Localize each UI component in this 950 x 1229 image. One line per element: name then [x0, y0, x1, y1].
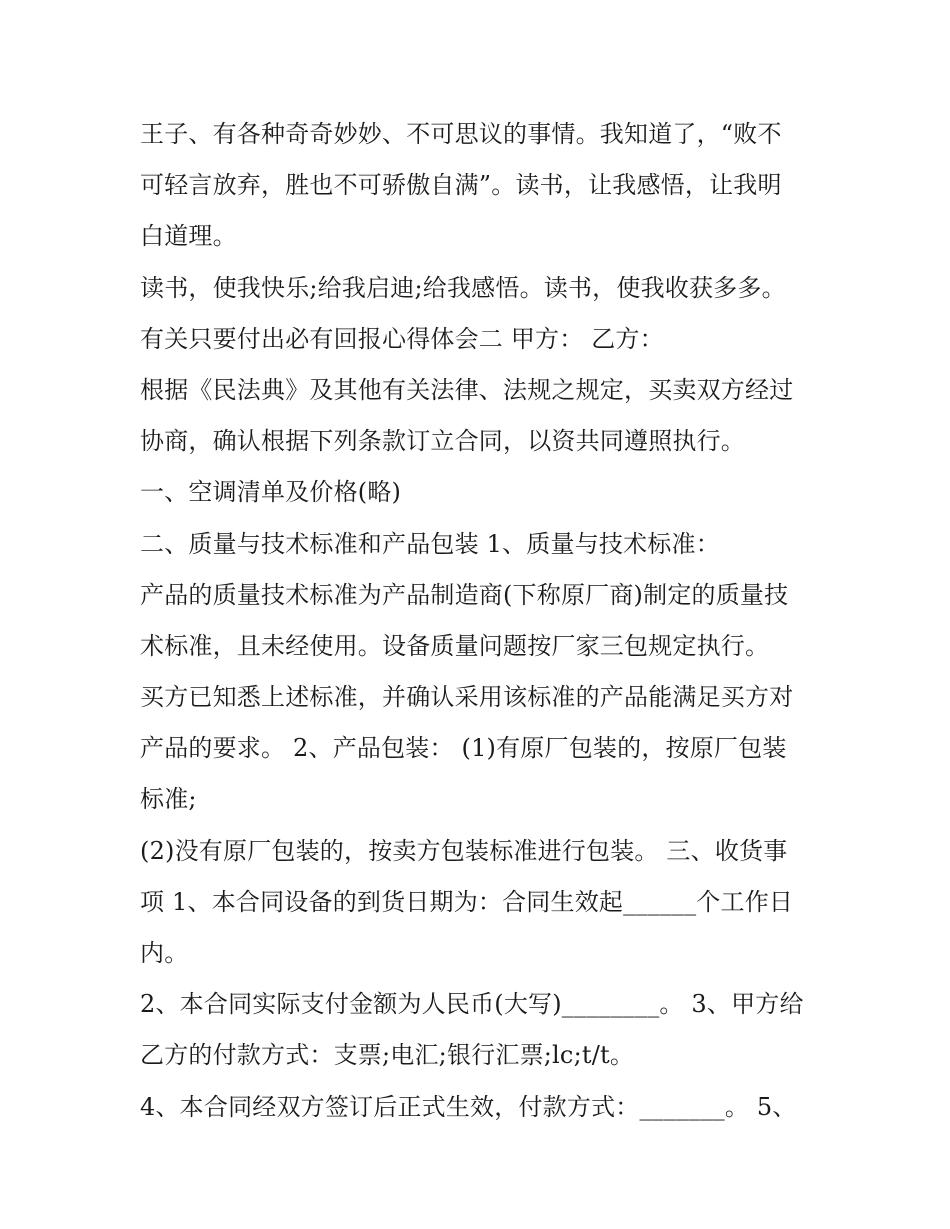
text-line: 标准; — [140, 785, 197, 814]
text-line: 可轻言放弃，胜也不可骄傲自满”。读书，让我感悟，让我明 — [140, 171, 782, 200]
text-line: 一、空调清单及价格(略) — [140, 478, 402, 507]
text-line: 4、本合同经双方签订后正式生效，付款方式：_______。 5、 — [140, 1092, 797, 1121]
text-line: 根据《民法典》及其他有关法律、法规之规定，买卖双方经过 — [140, 375, 794, 404]
text-line: 产品的质量技术标准为产品制造商(下称原厂商)制定的质量技 — [140, 580, 789, 609]
text-line: 白道理。 — [140, 222, 237, 251]
text-line: 产品的要求。 2、产品包装： (1)有原厂包装的，按原厂包装 — [140, 734, 787, 763]
text-line: 协商，确认根据下列条款订立合同，以资共同遵照执行。 — [140, 427, 745, 456]
text-line: 2、本合同实际支付金额为人民币(大写)________。 3、甲方给 — [140, 990, 804, 1019]
document-body — [140, 109, 820, 1133]
text-line: 术标准，且未经使用。设备质量问题按厂家三包规定执行。 — [140, 631, 770, 660]
text-line: 读书，使我快乐;给我启迪;给我感悟。读书，使我收获多多。 — [140, 273, 786, 302]
text-line: (2)没有原厂包装的，按卖方包装标准进行包装。 三、收货事 — [140, 836, 788, 865]
text-line: 二、质量与技术标准和产品包装 1、质量与技术标准： — [140, 529, 720, 558]
text-line: 有关只要付出必有回报心得体会二 甲方： 乙方： — [140, 324, 664, 353]
text-line: 王子、有各种奇奇妙妙、不可思议的事情。我知道了，“败不 — [140, 120, 782, 148]
text-line: 内。 — [140, 939, 189, 967]
text-line: 项 1、本合同设备的到货日期为：合同生效起______个工作日 — [140, 887, 794, 916]
text-line: 买方已知悉上述标准，并确认采用该标准的产品能满足买方对 — [140, 683, 794, 712]
text-line: 乙方的付款方式：支票;电汇;银行汇票;lc;t/t。 — [140, 1041, 635, 1070]
